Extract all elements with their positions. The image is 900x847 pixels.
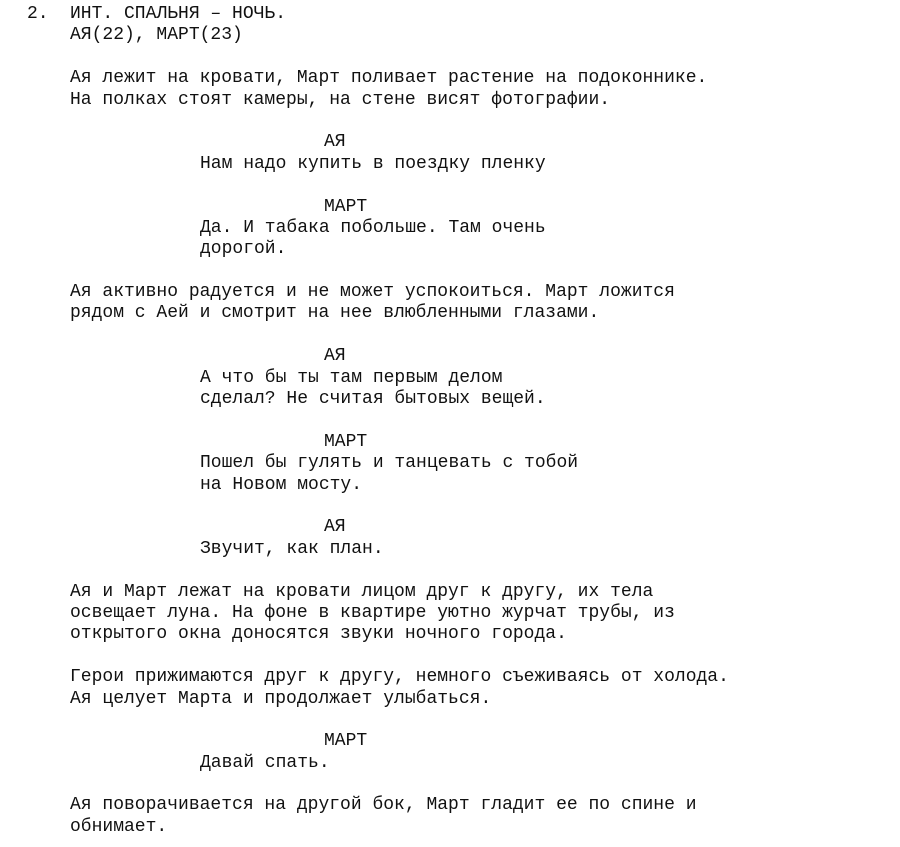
dialogue-line: дорогой. <box>200 239 287 260</box>
action-line: Ая активно радуется и не может успокоиться. Март ложится <box>70 282 675 303</box>
scene-heading-block <box>70 4 890 47</box>
screenplay-body <box>70 4 890 838</box>
scene-heading: ИНТ. СПАЛЬНЯ – НОЧЬ. <box>70 4 287 24</box>
action-line: рядом с Аей и смотрит на нее влюбленными глазами. <box>70 303 600 324</box>
dialogue-line: А что бы ты там первым делом <box>200 367 503 388</box>
dialogue-block <box>70 197 890 261</box>
dialogue-line: сделал? Не считая бытовых вещей. <box>200 389 546 410</box>
character-name: АЯ <box>324 517 346 538</box>
action-line: освещает луна. На фоне в квартире уютно журчат трубы, из <box>70 602 675 623</box>
screenplay-blocks <box>70 68 890 838</box>
dialogue-line: Звучит, как план. <box>200 538 384 559</box>
character-name: МАРТ <box>324 431 368 452</box>
action-line: Ая и Март лежат на кровати лицом друг к другу, их тела <box>70 581 654 602</box>
dialogue-line: Пошел бы гулять и танцевать с тобой <box>200 453 579 474</box>
action-line: На полках стоят камеры, на стене висят фотографии. <box>70 89 611 110</box>
character-name: АЯ <box>324 346 346 367</box>
action-line: Ая целует Марта и продолжает улыбаться. <box>70 688 492 709</box>
action-block <box>70 68 890 111</box>
character-name: АЯ <box>324 132 346 153</box>
action-line: Ая поворачивается на другой бок, Март гладит ее по спине и <box>70 795 697 816</box>
action-block <box>70 582 890 646</box>
action-line: Герои прижимаются друг к другу, немного съеживаясь от холода. <box>70 667 729 688</box>
dialogue-line: Нам надо купить в поездку пленку <box>200 153 546 174</box>
dialogue-block <box>70 517 890 560</box>
scene-cast: АЯ(22), МАРТ(23) <box>70 25 243 46</box>
action-line: открытого окна доносятся звуки ночного города. <box>70 624 567 645</box>
action-line: обнимает. <box>70 816 168 837</box>
dialogue-block <box>70 432 890 496</box>
dialogue-line: Да. И табака побольше. Там очень <box>200 217 546 238</box>
dialogue-block <box>70 731 890 774</box>
dialogue-block <box>70 132 890 175</box>
action-line: Ая лежит на кровати, Март поливает растение на подоконнике. <box>70 68 708 89</box>
dialogue-line: Давай спать. <box>200 752 330 773</box>
action-block <box>70 282 890 325</box>
scene-number: 2. <box>27 4 49 24</box>
character-name: МАРТ <box>324 196 368 217</box>
action-block <box>70 667 890 710</box>
action-block <box>70 795 890 838</box>
character-name: МАРТ <box>324 731 368 752</box>
dialogue-block <box>70 346 890 410</box>
dialogue-line: на Новом мосту. <box>200 474 363 495</box>
